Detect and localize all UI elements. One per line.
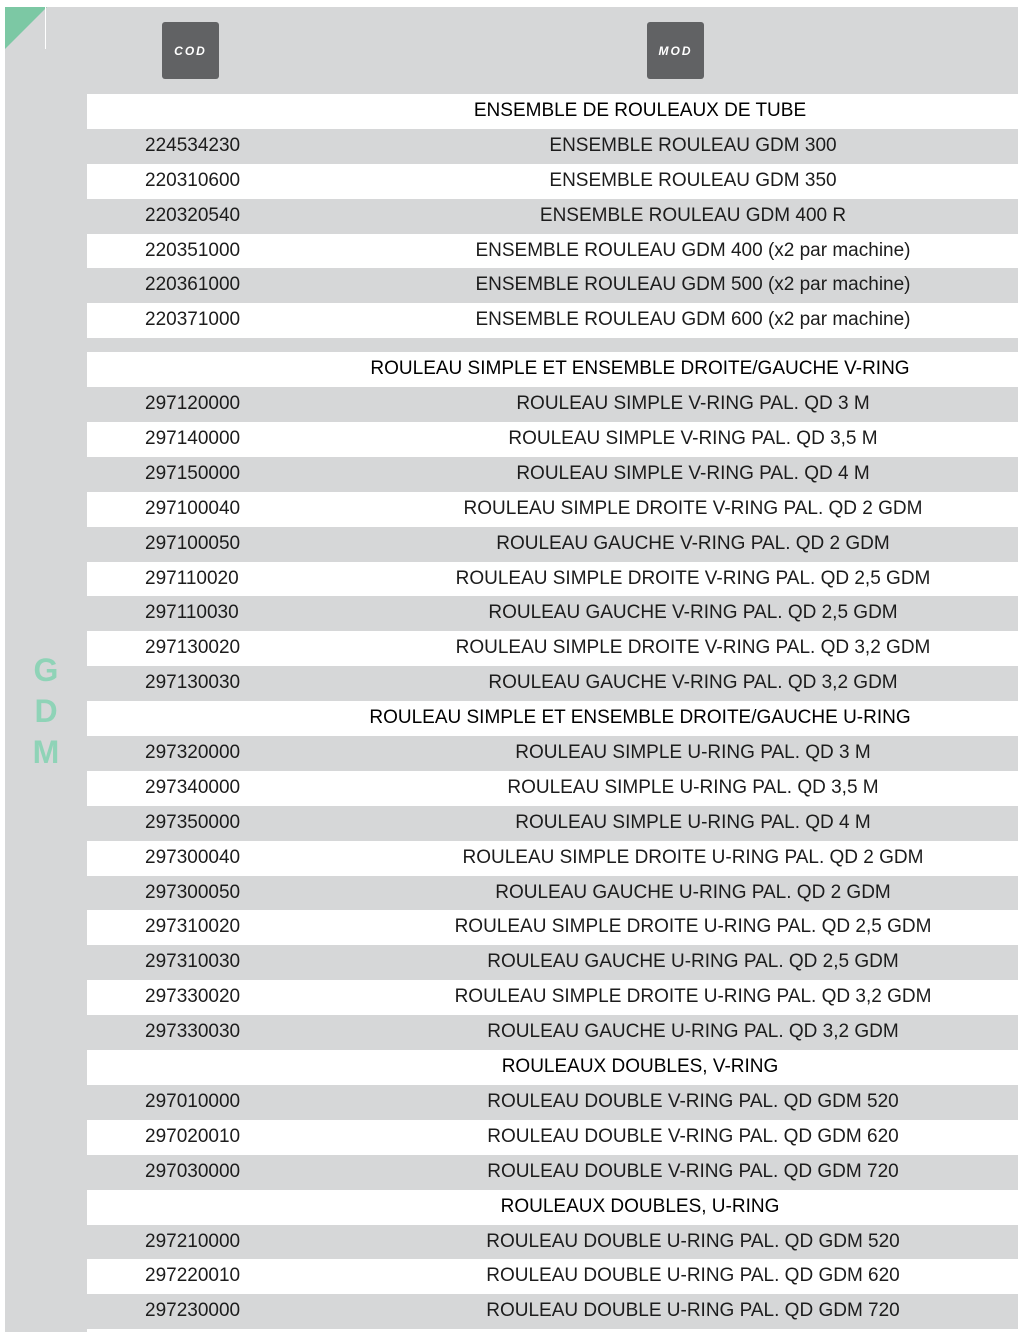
part-code: 297310020: [145, 916, 241, 938]
part-code: 297210000: [145, 1230, 241, 1252]
part-code: 297350000: [145, 811, 241, 833]
part-code: 297220010: [145, 1265, 241, 1287]
section-title: ROULEAU SIMPLE ET ENSEMBLE DROITE/GAUCHE V-RING: [370, 358, 910, 380]
corner-divider: [45, 7, 46, 49]
part-description: ROULEAU SIMPLE V-RING PAL. QD 4 M: [516, 462, 870, 484]
part-code: 297130020: [145, 637, 241, 659]
part-code: 297150000: [145, 462, 241, 484]
part-code: 297310030: [145, 951, 241, 973]
part-description: ROULEAU SIMPLE DROITE U-RING PAL. QD 2,5 GDM: [454, 916, 932, 938]
table-row: [87, 806, 1018, 841]
part-description: ENSEMBLE ROULEAU GDM 500 (x2 par machine): [475, 274, 911, 296]
section-title: ROULEAUX DOUBLES, V-RING: [501, 1056, 779, 1078]
section-title: ROULEAU SIMPLE ET ENSEMBLE DROITE/GAUCHE U-RING: [369, 707, 911, 729]
part-code: 297020010: [145, 1125, 241, 1147]
part-description: ROULEAU SIMPLE U-RING PAL. QD 3,5 M: [507, 776, 879, 798]
part-code: 220310600: [145, 169, 241, 191]
part-description: ROULEAU SIMPLE U-RING PAL. QD 4 M: [515, 811, 871, 833]
table-row: [87, 771, 1018, 806]
part-code: 220351000: [145, 239, 241, 261]
table-row: [87, 841, 1018, 876]
part-description: ROULEAU SIMPLE V-RING PAL. QD 3,5 M: [508, 428, 878, 450]
table-row: [87, 980, 1018, 1015]
section-title: ROULEAUX DOUBLES, U-RING: [500, 1195, 780, 1217]
side-letter: M: [32, 734, 60, 770]
table-row: [87, 945, 1018, 980]
parts-table: [87, 94, 1018, 1329]
part-description: ROULEAU DOUBLE U-RING PAL. QD GDM 520: [486, 1230, 900, 1252]
header-bar: [87, 7, 1018, 94]
side-letter: D: [34, 693, 58, 729]
part-description: ENSEMBLE ROULEAU GDM 400 R: [539, 204, 847, 226]
part-description: ROULEAU DOUBLE V-RING PAL. QD GDM 720: [487, 1160, 899, 1182]
table-row: [87, 129, 1018, 164]
part-description: ROULEAU DOUBLE V-RING PAL. QD GDM 520: [487, 1090, 899, 1112]
section-header: [87, 1050, 1018, 1085]
part-code: 297100050: [145, 532, 241, 554]
table-row: [87, 1225, 1018, 1260]
side-label: [5, 650, 87, 773]
part-description: ROULEAU GAUCHE U-RING PAL. QD 3,2 GDM: [487, 1021, 899, 1043]
table-row: [87, 199, 1018, 234]
table-row: [87, 1294, 1018, 1329]
part-code: 297300050: [145, 881, 241, 903]
part-code: 220371000: [145, 309, 241, 331]
part-description: ROULEAU GAUCHE V-RING PAL. QD 2,5 GDM: [488, 602, 898, 624]
part-code: 297100040: [145, 497, 241, 519]
section-header: [87, 701, 1018, 736]
part-code: 297340000: [145, 776, 241, 798]
section-header: [87, 352, 1018, 387]
table-row: [87, 562, 1018, 597]
part-description: ROULEAU SIMPLE DROITE U-RING PAL. QD 2 GDM: [462, 846, 924, 868]
table-row: [87, 387, 1018, 422]
part-code: 297330020: [145, 986, 241, 1008]
part-code: 297320000: [145, 742, 241, 764]
table-row: [87, 164, 1018, 199]
part-description: ROULEAU GAUCHE V-RING PAL. QD 3,2 GDM: [488, 672, 898, 694]
part-code: 297010000: [145, 1090, 241, 1112]
part-code: 297030000: [145, 1160, 241, 1182]
table-row: [87, 1085, 1018, 1120]
part-code: 297140000: [145, 428, 241, 450]
table-row: [87, 910, 1018, 945]
table-row: [87, 268, 1018, 303]
table-row: [87, 736, 1018, 771]
model-column-icon: [647, 22, 704, 79]
part-code: 297110020: [145, 567, 239, 589]
part-description: ROULEAU DOUBLE U-RING PAL. QD GDM 620: [486, 1265, 900, 1287]
part-description: ROULEAU SIMPLE DROITE V-RING PAL. QD 2 GDM: [463, 497, 923, 519]
part-code: 297110030: [145, 602, 239, 624]
part-description: ROULEAU SIMPLE U-RING PAL. QD 3 M: [515, 742, 871, 764]
part-code: 220361000: [145, 274, 241, 296]
table-row: [87, 1259, 1018, 1294]
table-row: [87, 876, 1018, 911]
code-icon-label: COD: [174, 43, 207, 58]
corner-tab: [5, 7, 47, 49]
table-row: [87, 422, 1018, 457]
section-header: [87, 1190, 1018, 1225]
part-code: 297230000: [145, 1300, 241, 1322]
part-description: ROULEAU SIMPLE V-RING PAL. QD 3 M: [516, 393, 870, 415]
table-row: [87, 492, 1018, 527]
part-description: ROULEAU GAUCHE V-RING PAL. QD 2 GDM: [496, 532, 890, 554]
code-column-icon: [162, 22, 219, 79]
part-code: 297130030: [145, 672, 241, 694]
part-code: 224534230: [145, 134, 241, 156]
table-row: [87, 527, 1018, 562]
side-letter: G: [33, 652, 59, 688]
part-description: ROULEAU DOUBLE V-RING PAL. QD GDM 620: [487, 1125, 899, 1147]
part-description: ENSEMBLE ROULEAU GDM 300: [549, 134, 837, 156]
part-code: 220320540: [145, 204, 241, 226]
table-row: [87, 666, 1018, 701]
part-code: 297300040: [145, 846, 241, 868]
part-description: ROULEAU SIMPLE DROITE V-RING PAL. QD 2,5 GDM: [455, 567, 931, 589]
table-row: [87, 303, 1018, 338]
part-description: ENSEMBLE ROULEAU GDM 400 (x2 par machine): [475, 239, 911, 261]
table-row: [87, 1015, 1018, 1050]
section-header: [87, 94, 1018, 129]
section-spacer: [87, 338, 1018, 352]
table-row: [87, 234, 1018, 269]
part-code: 297330030: [145, 1021, 241, 1043]
part-description: ROULEAU SIMPLE DROITE V-RING PAL. QD 3,2 GDM: [455, 637, 931, 659]
part-description: ROULEAU GAUCHE U-RING PAL. QD 2,5 GDM: [487, 951, 899, 973]
part-code: 297120000: [145, 393, 241, 415]
table-row: [87, 596, 1018, 631]
table-row: [87, 631, 1018, 666]
part-description: ENSEMBLE ROULEAU GDM 350: [549, 169, 837, 191]
model-icon-label: MOD: [658, 43, 693, 58]
table-row: [87, 457, 1018, 492]
part-description: ENSEMBLE ROULEAU GDM 600 (x2 par machine): [475, 309, 911, 331]
part-description: ROULEAU GAUCHE U-RING PAL. QD 2 GDM: [495, 881, 891, 903]
part-description: ROULEAU DOUBLE U-RING PAL. QD GDM 720: [486, 1300, 900, 1322]
table-row: [87, 1155, 1018, 1190]
section-title: ENSEMBLE DE ROULEAUX DE TUBE: [473, 100, 807, 121]
part-description: ROULEAU SIMPLE DROITE U-RING PAL. QD 3,2 GDM: [454, 986, 932, 1008]
table-row: [87, 1120, 1018, 1155]
